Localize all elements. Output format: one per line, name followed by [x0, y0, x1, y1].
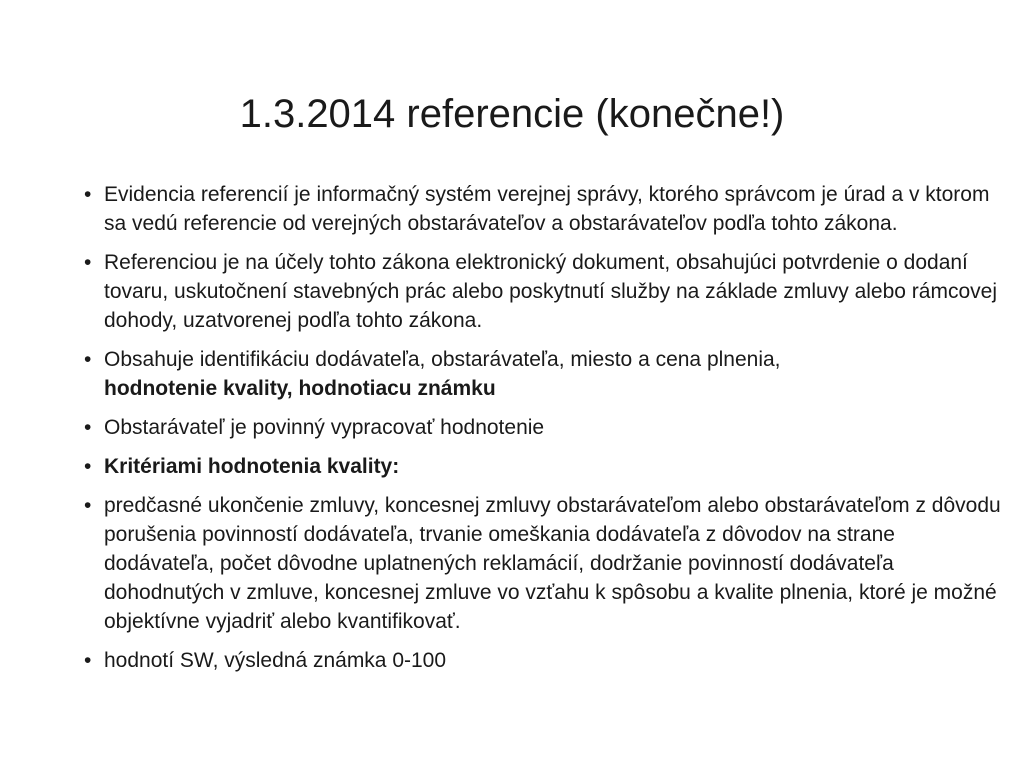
bullet-text: Referenciou je na účely tohto zákona elektronický dokument, obsahujúci potvrdenie o dodaní tovaru, uskutočnení stavebných prác alebo poskytnutí služby na základe zmluvy alebo rámcovej dohody, uzatvorenej podľa tohto zákona.: [104, 251, 997, 332]
bullet-text: Obstarávateľ je povinný vypracovať hodnotenie: [104, 416, 545, 439]
bullet-item-evidencia: [84, 180, 1004, 238]
bullet-item-referenciou: [84, 248, 1004, 335]
bullet-item-obsahuje: [84, 345, 1004, 403]
bullet-text: Evidencia referencií je informačný systém verejnej správy, ktorého správcom je úrad a v ktorom sa vedú referencie od verejných obstarávateľov a obstarávateľov podľa tohto zákona.: [104, 183, 990, 235]
bullet-bold-text: hodnotenie kvality, hodnotiacu známku: [104, 377, 496, 400]
bullet-dot-icon: •: [84, 251, 92, 274]
bullet-item-hodnoti: [84, 646, 1004, 675]
bullet-item-povinny: [84, 413, 1004, 442]
bullet-item-predcasne: [84, 491, 1004, 636]
bullet-dot-icon: •: [84, 494, 92, 517]
bullet-bold-text: Kritériami hodnotenia kvality:: [104, 455, 400, 478]
bullet-text: predčasné ukončenie zmluvy, koncesnej zmluvy obstarávateľom alebo obstarávateľom z dôvodu porušenia povinností dodávateľa, trvanie omeškania dodávateľa z dôvodov na strane dodávateľa, počet dôvodne uplatnených reklamácií, dodržanie povinností dodávateľa dohodnutých v zmluve, koncesnej zmluve vo vzťahu k spôsobu a kvalite plnenia, ktoré je možné objektívne vyjadriť alebo kvantifikovať.: [104, 494, 1001, 633]
bullet-item-kriteria: [84, 452, 1004, 481]
bullet-dot-icon: •: [84, 649, 92, 672]
bullet-dot-icon: •: [84, 455, 92, 478]
bullet-list: [84, 180, 1004, 685]
bullet-dot-icon: •: [84, 183, 92, 206]
bullet-text: Obsahuje identifikáciu dodávateľa, obstarávateľa, miesto a cena plnenia,: [104, 348, 781, 371]
bullet-dot-icon: •: [84, 416, 92, 439]
slide-title: 1.3.2014 referencie (konečne!): [239, 92, 785, 136]
bullet-text: hodnotí SW, výsledná známka 0-100: [104, 649, 447, 672]
bullet-dot-icon: •: [84, 348, 92, 371]
